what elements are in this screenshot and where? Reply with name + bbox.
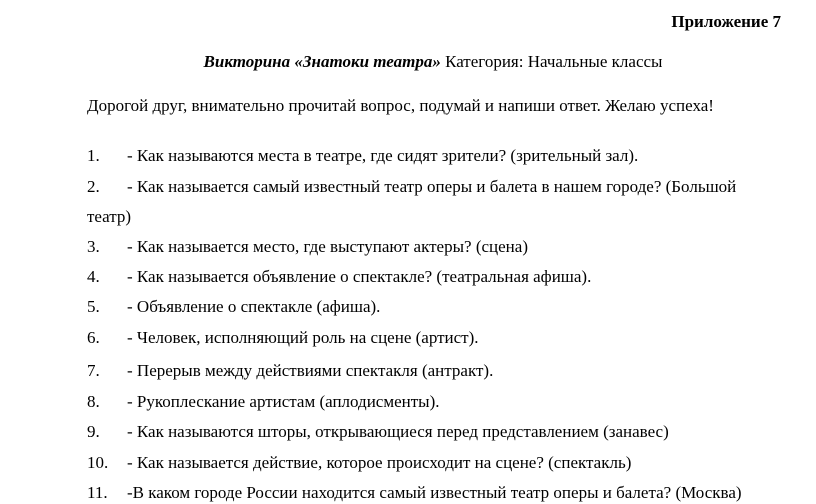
question-text: - Человек, исполняющий роль на сцене (артист). [127, 328, 479, 347]
question-text: - Объявление о спектакле (афиша). [127, 297, 381, 316]
question-continuation: театр) [87, 207, 132, 226]
question-text: -В каком городе России находится самый известный театр оперы и балета? (Москва) [127, 483, 742, 502]
quiz-title [0, 52, 816, 72]
question-text: - Как называется действие, которое происходит на сцене? (спектакль) [127, 453, 632, 472]
question-number: 8. [87, 392, 100, 411]
question-number: 3. [87, 237, 100, 256]
question-number: 10. [87, 453, 109, 472]
question-text: - Перерыв между действиями спектакля (антракт). [127, 361, 494, 380]
quiz-title-bold: Викторина «Знатоки театра» [203, 52, 441, 71]
question-number: 6. [87, 328, 100, 347]
question-number: 9. [87, 422, 100, 441]
question-text: - Как называются места в театре, где сидят зрители? (зрительный зал). [127, 146, 639, 165]
question-number: 1. [87, 146, 100, 165]
question-text: - Как называется самый известный театр оперы и балета в нашем городе? (Большой [127, 177, 737, 196]
quiz-category: Категория: Начальные классы [440, 52, 663, 71]
question-number: 4. [87, 267, 100, 286]
question-text: - Как называется объявление о спектакле? (театральная афиша). [127, 267, 592, 286]
question-text: - Как называются шторы, открывающиеся перед представлением (занавес) [127, 422, 669, 441]
intro-text: Дорогой друг, внимательно прочитай вопрос, подумай и напиши ответ. Желаю успеха! [87, 96, 714, 115]
question-number: 5. [87, 297, 100, 316]
appendix-label: Приложение 7 [671, 12, 781, 31]
question-number: 2. [87, 177, 100, 196]
question-text: - Рукоплескание артистам (аплодисменты). [127, 392, 440, 411]
question-number: 7. [87, 361, 100, 380]
question-number: 11. [87, 483, 108, 502]
question-text: - Как называется место, где выступают актеры? (сцена) [127, 237, 528, 256]
